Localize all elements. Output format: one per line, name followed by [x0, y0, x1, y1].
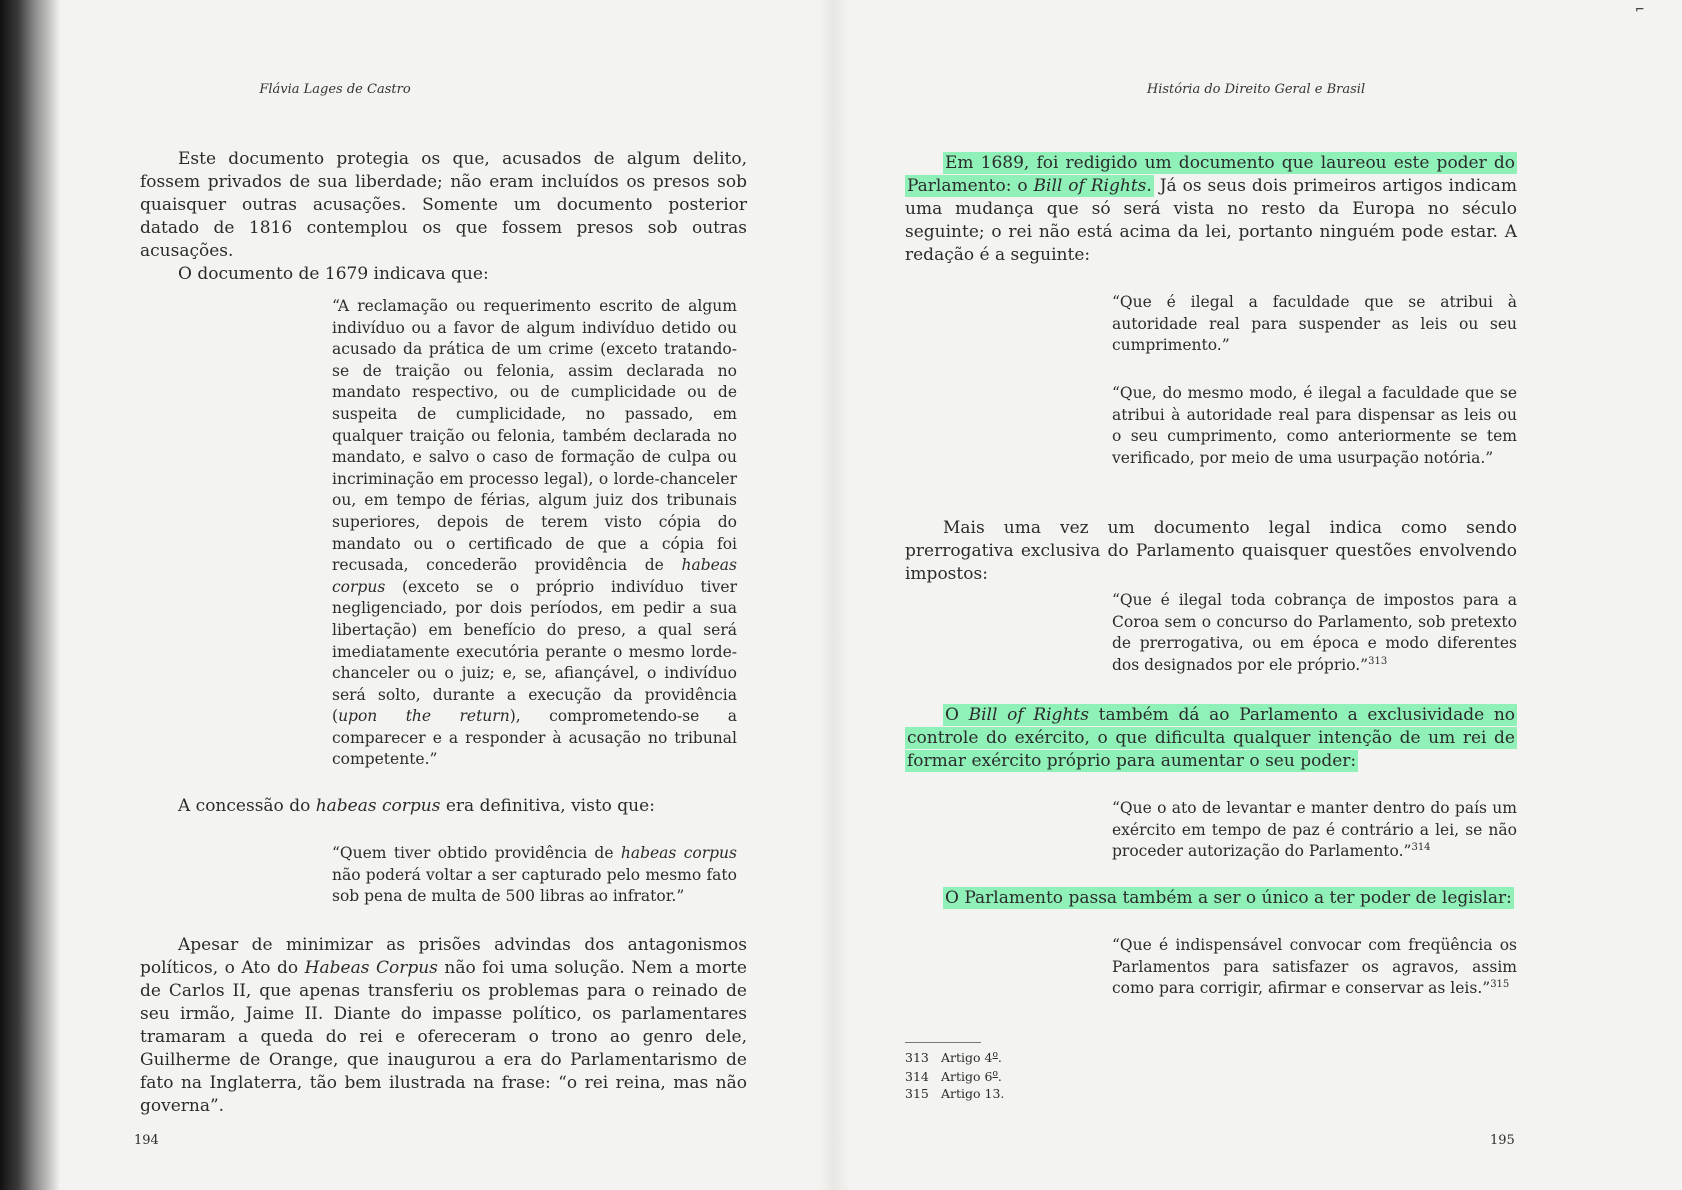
block-quote [1112, 383, 1517, 469]
footnote-ref: 315 [1490, 979, 1510, 991]
italic-term: habeas corpus [315, 796, 441, 816]
footnotes [905, 1047, 1105, 1102]
footnote-ref: 313 [1368, 655, 1388, 667]
block-quote [1112, 292, 1517, 357]
highlight: O Parlamento passa também a ser o único a ter poder de legislar: [945, 888, 1512, 908]
paragraph-text [140, 795, 747, 818]
footnote [905, 1085, 1105, 1102]
block-quote [1112, 590, 1517, 676]
text-run: O [945, 705, 959, 725]
paragraph-text [905, 704, 1517, 773]
left-page [134, 0, 760, 1190]
text-run: “Que o ato de levantar e manter dentro do país um exército em tempo de paz é contrário a lei, se não proceder autorização do Parlamento.” [1112, 799, 1517, 861]
footnote-number: 314 [905, 1069, 929, 1085]
text-run: Em 1689, foi redigido um documento que laureou este poder do Parlamento: o [907, 153, 1515, 196]
italic-term: Bill of Rights [968, 705, 1089, 725]
footnote-text: Artigo 6 [941, 1069, 993, 1085]
center-fold [820, 0, 850, 1190]
ordinal-mark: o [992, 1050, 998, 1060]
footnote-ref: 314 [1411, 842, 1431, 854]
italic-term: upon the return [338, 707, 510, 726]
corner-mark: ⌐ [1635, 2, 1644, 18]
quote-text: “Que é ilegal a faculdade que se atribui à autoridade real para suspender as leis ou seu cumprimento.” [1112, 293, 1517, 355]
quote-text: “A reclamação ou requerimento escrito de algum indivíduo ou a favor de algum indivíduo detido ou acusado da prática de um crime (exceto tratando-se de traição ou felonia, assim declarada no mandato respectivo, ou de cumplicidade ou de suspeita de cumplicidade, no passado, em qualquer traição ou felonia, também declarada no mandato, e salvo o caso de formação de culpa ou incriminação em processo legal), o lorde-chanceler ou, em tempo de férias, algum juiz dos tribunais superiores, depois de terem visto cópia do mandato ou o certificado de que a cópia foi recusada, concederão providência de [332, 297, 737, 575]
quote-text [1112, 798, 1517, 863]
paragraph-text [905, 152, 1517, 267]
ordinal-mark: o [992, 1069, 998, 1080]
italic-term: Bill of Rights. [1033, 176, 1152, 196]
text-run: Já os seus dois primeiros artigos indicam uma mudança que só será vista no resto da Europa no século seguinte; o rei não está acima da lei, portanto ninguém pode estar. A redação é a seguinte: [905, 176, 1517, 265]
running-head: História do Direito Geral e Brasil [1146, 82, 1366, 97]
footnote-rule [905, 1042, 981, 1043]
page-number: 194 [134, 1133, 159, 1148]
block-quote [1112, 935, 1517, 1000]
paragraph-text: Este documento protegia os que, acusados de algum delito, fossem privados de sua liberdade; não eram incluídos os presos sob quaisquer outras acusações. Somente um documento posterior datado de 1816 contemplou os que fossem presos sob outras acusações. [140, 149, 747, 261]
footnote-number: 313 [905, 1050, 929, 1066]
text-run: A concessão do [178, 796, 311, 816]
paragraph [905, 704, 1517, 773]
quote-text: “Que, do mesmo modo, é ilegal a faculdade que se atribui à autoridade real para dispensar as leis ou o seu cumprimento, como anteriormente se tem verificado, por meio de uma usurpação notória.” [1112, 384, 1517, 467]
highlight [905, 704, 1517, 772]
italic-term: Habeas Corpus [304, 958, 438, 978]
text-run: “Que é ilegal toda cobrança de impostos para a Coroa sem o concurso do Parlamento, sob pretexto de prerrogativa, ou em época e modo diferentes dos designados por ele próprio.” [1112, 591, 1517, 674]
footnote-text: Artigo 4 [941, 1050, 993, 1066]
text-run: não foi uma solução. Nem a morte de Carlos II, que apenas transferiu os problemas para o reinado de seu irmão, Jaime II. Diante do impasse político, os parlamentares tramaram a queda do rei e ofereceram o trono ao genro dele, Guilherme de Orange, que inaugurou a era do Parlamentarismo de fato na Inglaterra, tão bem ilustrada na frase: “o rei reina, mas não governa”. [140, 958, 747, 1116]
paragraph [140, 148, 747, 286]
text-run: Apesar de minimizar as prisões advindas dos antagonismos políticos, o Ato do [140, 935, 747, 978]
paragraph [140, 934, 747, 1118]
quote-text [1112, 935, 1517, 1000]
text-run: era definitiva, visto que: [445, 796, 655, 816]
paragraph-text [140, 934, 747, 1118]
paragraph [905, 887, 1517, 910]
italic-term: habeas corpus [620, 844, 737, 862]
text-run: “Quem tiver obtido providência de [332, 844, 614, 862]
block-quote [332, 296, 737, 771]
text-run: também dá ao Parlamento a exclusividade no controle do exército, o que dificulta qualquer intenção de um rei de formar exército próprio para aumentar o seu poder: [907, 705, 1516, 771]
quote-text: ), comprometendo-se a comparecer e a responder à acusação no tribunal competente.” [332, 707, 737, 769]
footnote-number: 315 [905, 1086, 929, 1102]
block-quote [332, 843, 737, 908]
page-number: 195 [1490, 1133, 1515, 1148]
paragraph [140, 795, 747, 818]
paragraph [905, 517, 1517, 586]
quote-text: (exceto se o próprio indivíduo tiver negligenciado, por dois períodos, em pedir a sua libertação) em benefício do preso, a qual será imediatamente executória perante o mesmo lorde-chanceler ou o juiz; e, se, afiançável, o indivíduo será solto, durante a execução da providência ( [332, 577, 737, 726]
block-quote [1112, 798, 1517, 863]
paragraph-text: O documento de 1679 indicava que: [178, 264, 489, 284]
paragraph-text: Mais uma vez um documento legal indica como sendo prerrogativa exclusiva do Parlamento quaisquer questões envolvendo impostos: [905, 518, 1517, 584]
footnote: 313 Artigo 4$^o$. [905, 1050, 1002, 1066]
right-page [905, 0, 1517, 1190]
italic-term: habeas corpus [332, 556, 737, 596]
running-head: Flávia Lages de Castro [259, 82, 411, 97]
quote-text [332, 843, 737, 908]
text-run: não poderá voltar a ser capturado pelo mesmo fato sob pena de multa de 500 libras ao infrator.” [332, 865, 737, 906]
paragraph-text [905, 887, 1517, 910]
paragraph [905, 152, 1517, 267]
quote-text [1112, 590, 1517, 676]
page-edge-shadow [0, 0, 60, 1190]
footnote: 314 Artigo 6$^o$. [905, 1069, 1002, 1085]
footnote-text: Artigo 13. [941, 1086, 1005, 1102]
text-run: “Que é indispensável convocar com freqüência os Parlamentos para satisfazer os agravos, assim como para corrigir, afirmar e conservar as leis.” [1112, 936, 1517, 998]
quote-text [332, 296, 737, 771]
